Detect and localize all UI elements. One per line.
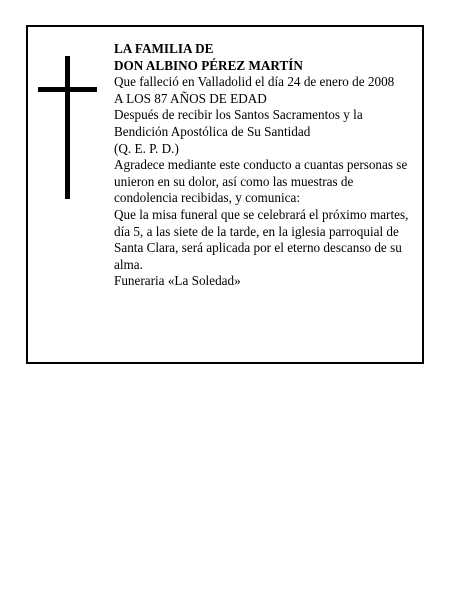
- thanks-paragraph: Agradece mediante este conducto a cuantas personas se unieron en su dolor, así como las muestras de condolencia recibidas, y comunica:: [114, 157, 408, 206]
- cross-horizontal-bar: [38, 87, 97, 92]
- rip-text: (Q. E. P. D.): [114, 140, 179, 156]
- death-date-text: Que falleció en Valladolid el día 24 de enero de 2008: [114, 74, 395, 90]
- funeral-home-text: Funeraria «La Soledad»: [114, 273, 241, 289]
- obituary-notice: [26, 25, 424, 364]
- family-heading: LA FAMILIA DE: [114, 41, 214, 56]
- age-text: A LOS 87 AÑOS DE EDAD: [114, 90, 267, 106]
- sacraments-text: Después de recibir los Santos Sacramentos y la Bendición Apostólica de Su Santidad: [114, 107, 363, 139]
- mass-paragraph: Que la misa funeral que se celebrará el próximo martes, día 5, a las siete de la tarde, en la iglesia parroquial de Santa Clara, será aplicada por el eterno descanso de su alma.: [114, 206, 409, 272]
- cross-icon: [38, 56, 97, 199]
- cross-vertical-bar: [65, 56, 70, 199]
- deceased-name: DON ALBINO PÉREZ MARTÍN: [114, 57, 303, 73]
- notice-text: [114, 41, 420, 290]
